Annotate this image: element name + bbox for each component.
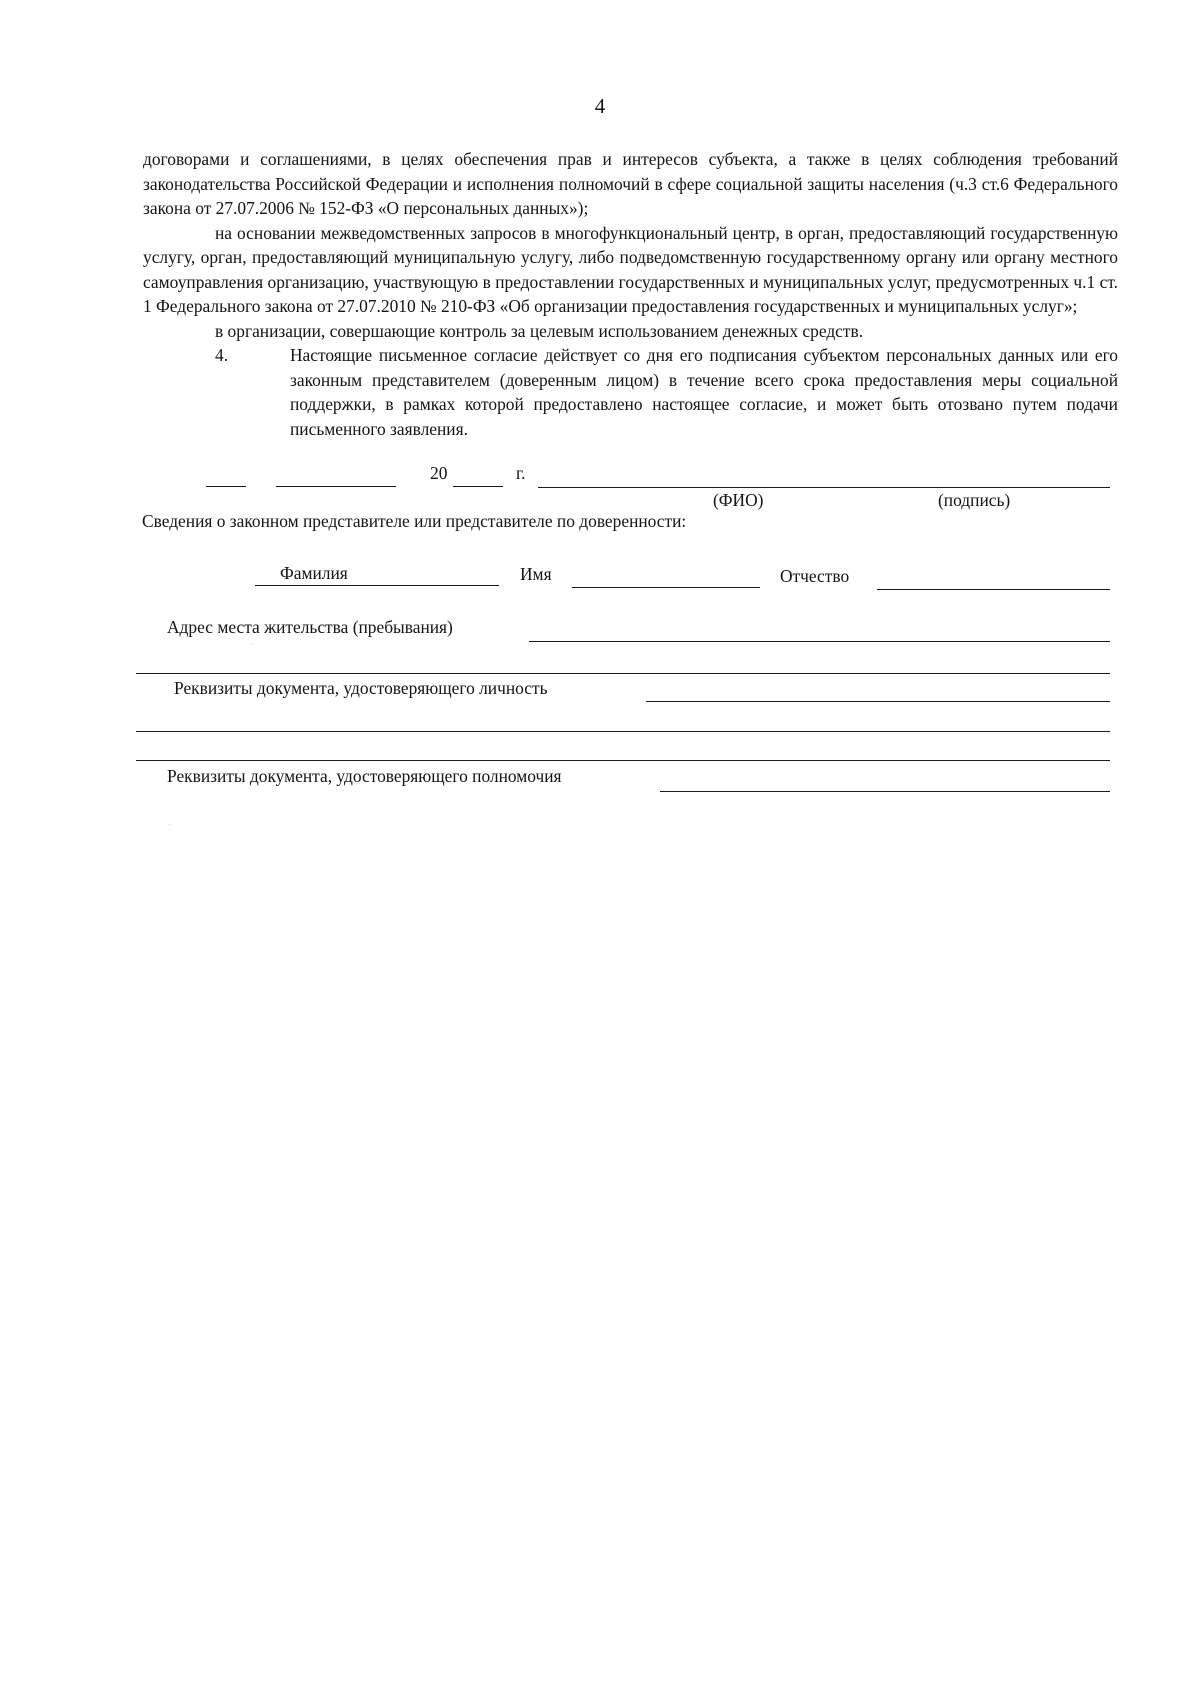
page-number: 4: [594, 94, 606, 118]
surname-field-line[interactable]: [255, 585, 499, 586]
date-year-prefix: 20: [430, 463, 448, 483]
name-field-line[interactable]: [572, 587, 760, 588]
patronymic-label: Отчество: [780, 566, 850, 586]
address-field-line[interactable]: [529, 641, 1110, 642]
name-label: Имя: [520, 564, 552, 584]
item-4-number: 4.: [215, 345, 229, 365]
surname-label: Фамилия: [280, 563, 348, 583]
identity-document-continuation-line-2[interactable]: [136, 760, 1110, 761]
scan-speck: ·: [250, 640, 254, 651]
address-label: Адрес места жительства (пребывания): [167, 617, 453, 637]
fio-signature-line[interactable]: [538, 487, 1110, 488]
authority-document-label: Реквизиты документа, удостоверяющего полномочия: [167, 766, 562, 786]
consent-body-text: [143, 147, 1118, 441]
item-4-text: Настоящие письменное согласие действует со дня его подписания субъектом персональных данных или его законным представителем (доверенным лицом) в течение всего срока предоставления меры социальной поддержки, в рамках которой предоставлено настоящее согласие, и может быть отозвано путем подачи письменного заявления.: [290, 345, 1118, 439]
signature-caption: (подпись): [938, 490, 1011, 510]
identity-document-label: Реквизиты документа, удостоверяющего личность: [174, 678, 548, 698]
date-year-line[interactable]: [453, 486, 503, 487]
identity-document-continuation-line-1[interactable]: [136, 731, 1110, 732]
date-year-suffix: г.: [516, 463, 526, 483]
date-day-line[interactable]: [206, 486, 246, 487]
identity-document-field-line[interactable]: [646, 701, 1110, 702]
date-month-line[interactable]: [276, 486, 396, 487]
paragraph-control-organizations: в организации, совершающие контроль за целевым использованием денежных средств.: [215, 320, 864, 341]
patronymic-field-line[interactable]: [877, 589, 1110, 590]
scan-speck: ·: [168, 820, 172, 831]
paragraph-purpose: договорами и соглашениями, в целях обеспечения прав и интересов субъекта, а также в целях соблюдения требований законодательства Российской Федерации и исполнения полномочий в сфере социальной защиты населения (ч.3 ст.6 Федерального закона от 27.07.2006 № 152-ФЗ «О персональных данных»);: [143, 149, 1118, 218]
authority-document-field-line[interactable]: [660, 791, 1110, 792]
representative-heading: Сведения о законном представителе или представителе по доверенности:: [142, 511, 687, 531]
fio-caption: (ФИО): [713, 490, 764, 510]
paragraph-item-4: [143, 343, 1118, 441]
address-continuation-line[interactable]: [136, 673, 1110, 674]
paragraph-interagency-requests: на основании межведомственных запросов в многофункциональный центр, в орган, предоставляющий государственную услугу, орган, предоставляющий муниципальную услугу, либо подведомственную государственному органу или органу местного самоуправления организацию, участвующую в предоставлении государственных и муниципальных услуг, предусмотренных ч.1 ст. 1 Федерального закона от 27.07.2010 № 210-ФЗ «Об организации предоставления государственных и муниципальных услуг»;: [143, 222, 1118, 316]
